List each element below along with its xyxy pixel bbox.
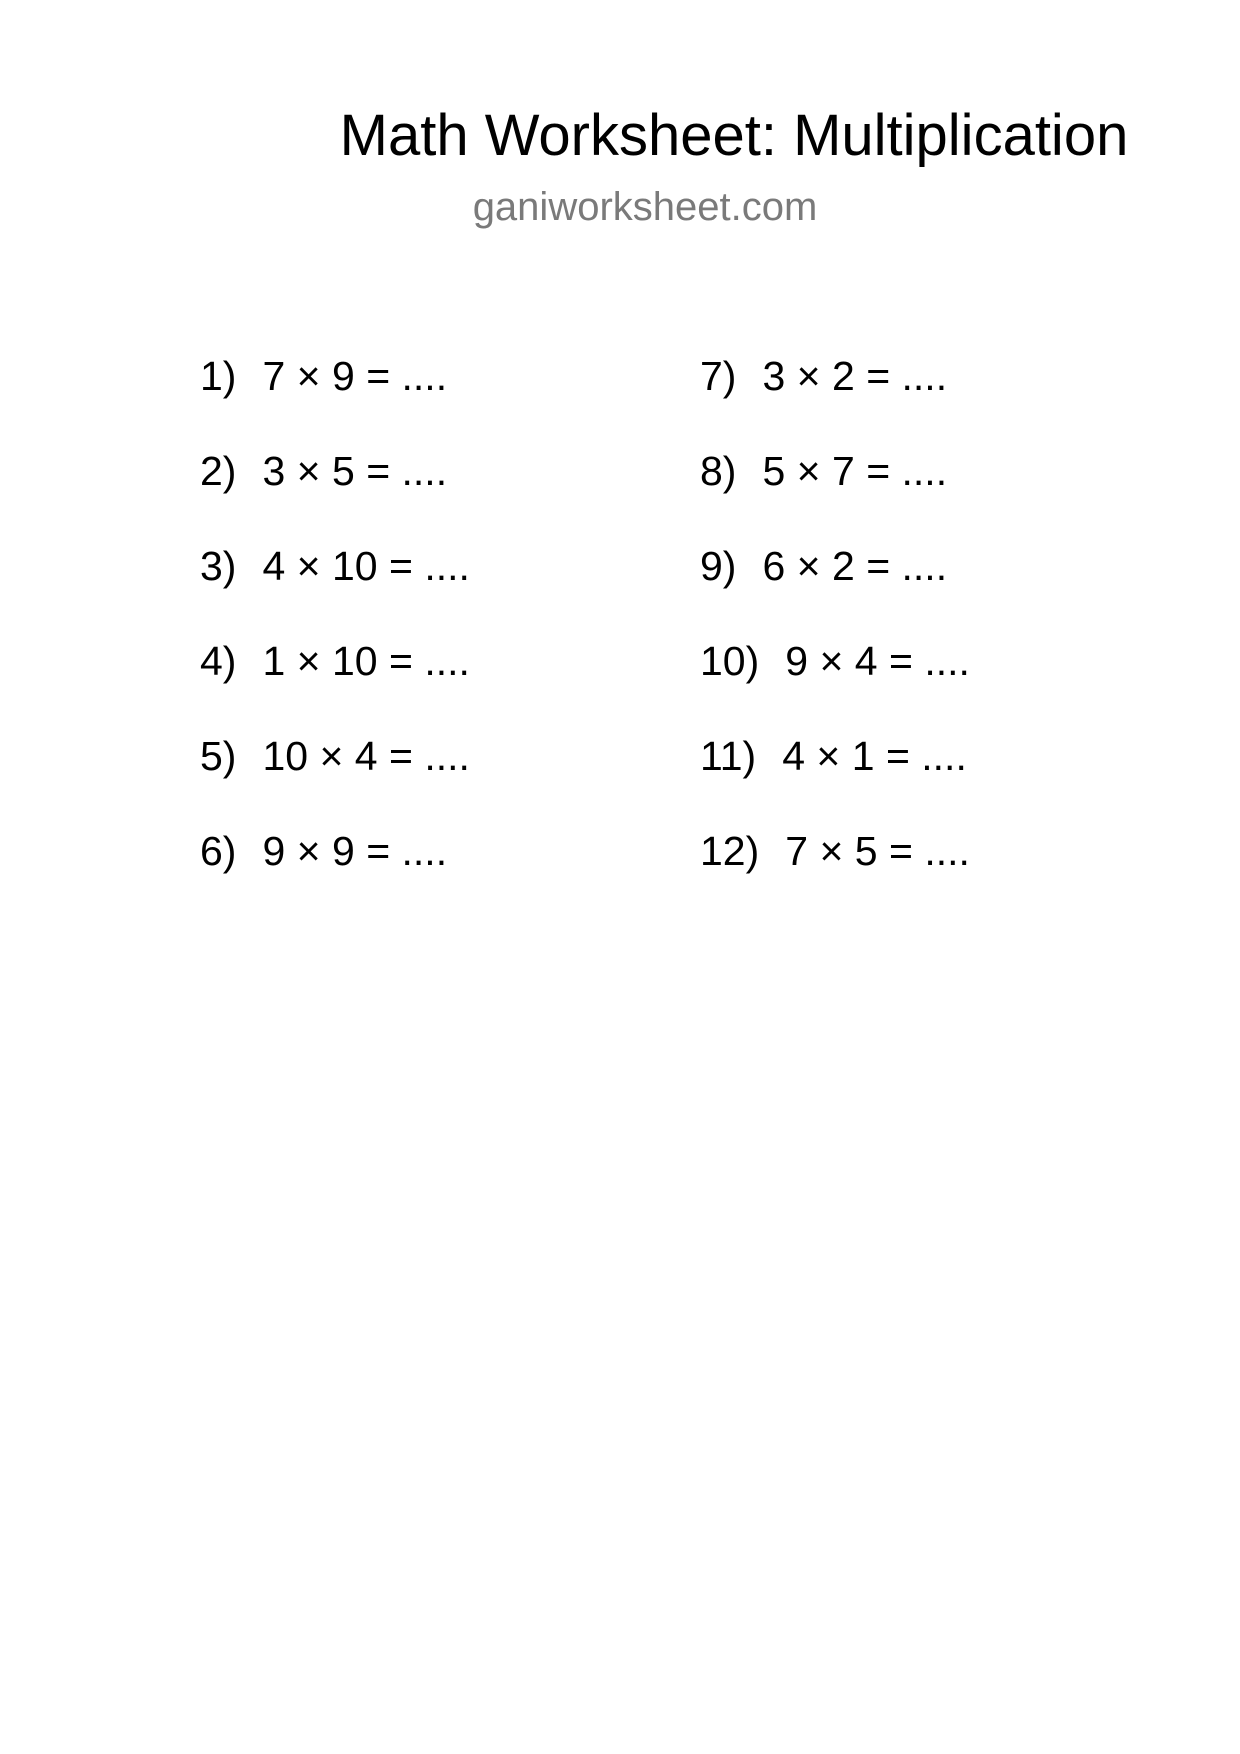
problem-number: 6) <box>200 828 237 874</box>
problem-item <box>700 536 970 631</box>
problem-expression: 7 × 9 = .... <box>262 353 448 399</box>
problem-item <box>700 726 970 821</box>
problem-expression: 7 × 5 = .... <box>785 828 970 874</box>
problem-number: 11) <box>700 733 757 779</box>
problems-column-right <box>700 346 970 916</box>
problem-expression: 4 × 1 = .... <box>782 733 967 779</box>
problem-item <box>200 346 470 441</box>
problems-column-left <box>200 346 470 916</box>
worksheet-subtitle: ganiworksheet.com <box>472 185 818 229</box>
problem-number: 4) <box>200 638 237 684</box>
problem-number: 2) <box>200 448 237 494</box>
problem-number: 12) <box>700 828 760 874</box>
problem-expression: 6 × 2 = .... <box>762 543 948 589</box>
problem-expression: 10 × 4 = .... <box>262 733 470 779</box>
problem-item <box>200 441 470 536</box>
problem-item <box>700 441 970 536</box>
problem-item <box>200 821 470 916</box>
problem-expression: 3 × 2 = .... <box>762 353 948 399</box>
problem-item <box>200 631 470 726</box>
problem-expression: 9 × 4 = .... <box>785 638 970 684</box>
worksheet-title: Math Worksheet: Multiplication <box>339 103 1129 168</box>
problem-expression: 9 × 9 = .... <box>262 828 448 874</box>
problem-number: 5) <box>200 733 237 779</box>
problem-expression: 4 × 10 = .... <box>262 543 470 589</box>
problem-number: 3) <box>200 543 237 589</box>
problem-item <box>700 346 970 441</box>
problem-expression: 1 × 10 = .... <box>262 638 470 684</box>
problem-number: 1) <box>200 353 237 399</box>
problem-number: 9) <box>700 543 737 589</box>
problem-number: 8) <box>700 448 737 494</box>
problem-number: 7) <box>700 353 737 399</box>
problem-expression: 3 × 5 = .... <box>262 448 448 494</box>
problem-item <box>200 536 470 631</box>
problem-expression: 5 × 7 = .... <box>762 448 948 494</box>
problem-item <box>200 726 470 821</box>
problem-item <box>700 821 970 916</box>
problem-number: 10) <box>700 638 760 684</box>
problem-item <box>700 631 970 726</box>
